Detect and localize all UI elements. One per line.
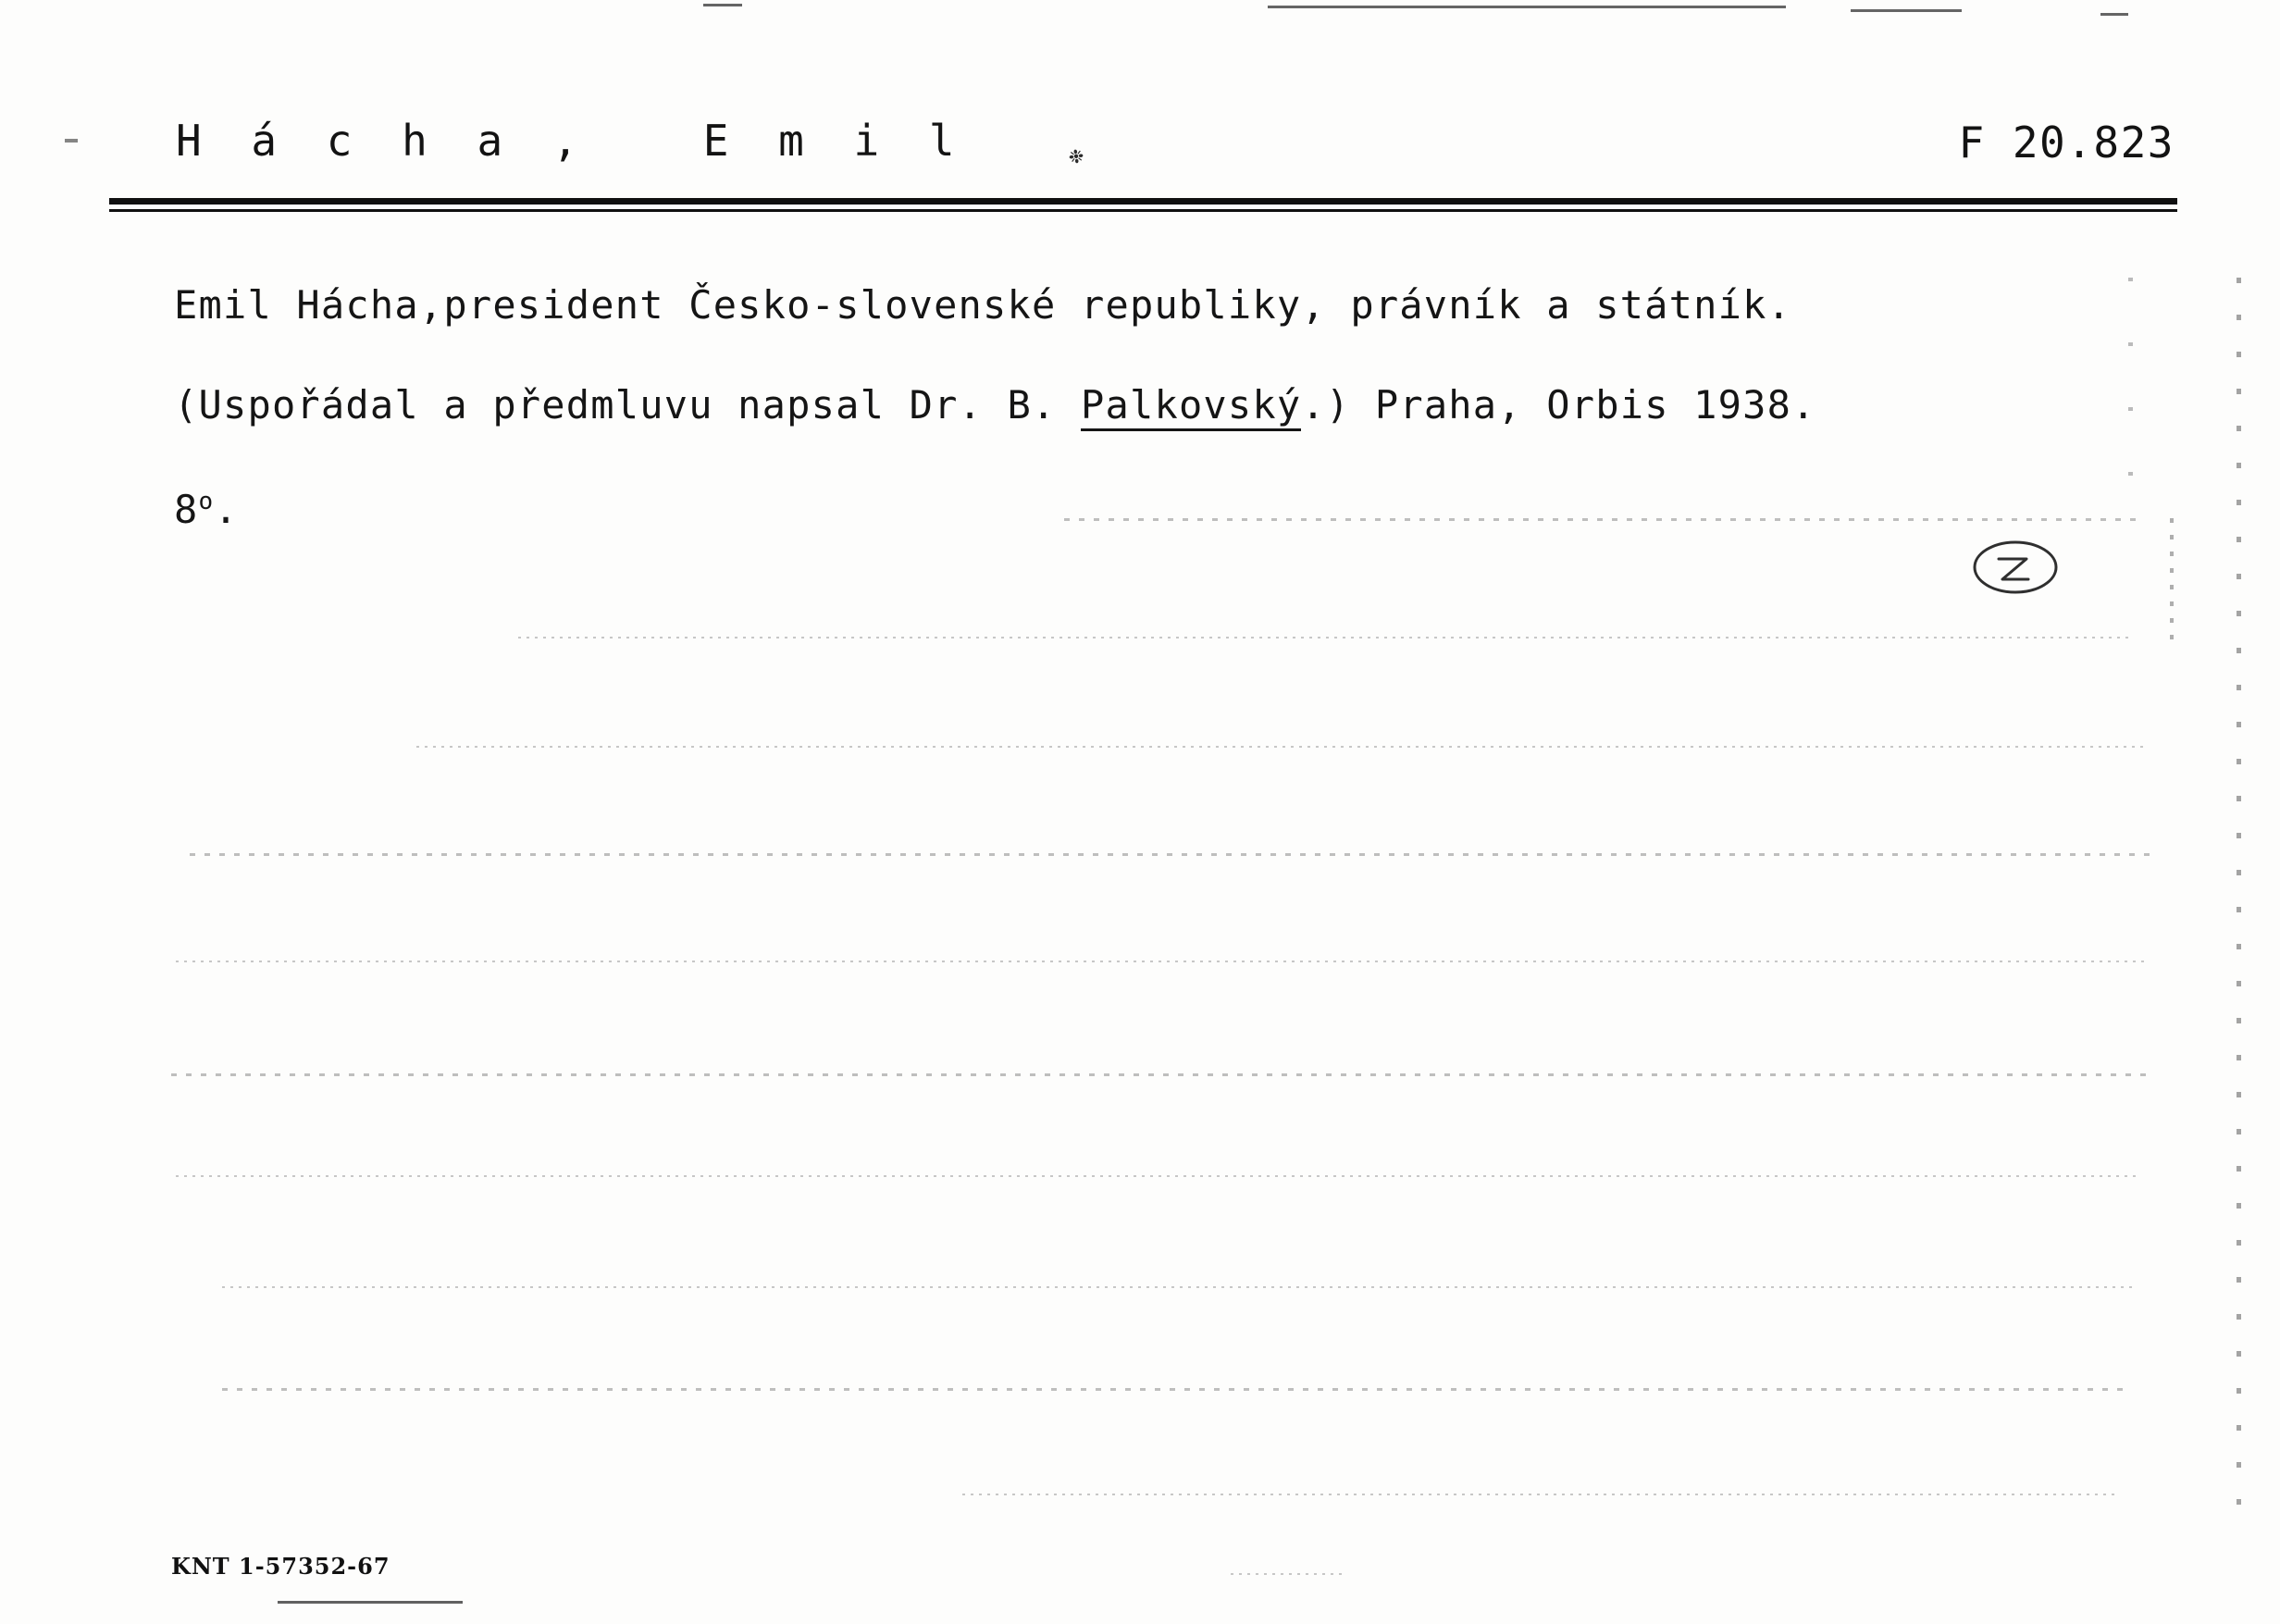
trim-mark-right (1851, 9, 1962, 12)
footer-rule (278, 1601, 463, 1604)
format-superscript: o (198, 488, 215, 515)
trim-mark-left (703, 4, 742, 6)
trim-mark-center (1268, 6, 1786, 8)
body-line-imprint (174, 355, 2126, 455)
printer-imprint-code: KNT 1-57352-67 (171, 1553, 390, 1580)
body-line-title: Emil Hácha,president Česko-slovenské republiky, právník a státník. (174, 282, 1792, 328)
header-rule-thin (109, 209, 2177, 212)
scan-speckle-left (65, 139, 78, 143)
body-line-format (174, 455, 2126, 556)
editor-name: Palkovský (1081, 382, 1301, 431)
format-suffix: . (214, 487, 239, 532)
circled-check-mark-icon (1969, 535, 2062, 600)
trim-mark-far-right (2100, 13, 2128, 16)
header-rule-thick (109, 198, 2177, 205)
card-header (111, 116, 2175, 180)
imprint-prefix: (Uspořádal a předmluvu napsal Dr. B. (174, 382, 1081, 428)
card-body (174, 255, 2126, 556)
call-number: F 20.823 (1958, 118, 2175, 167)
format-prefix: 8 (174, 487, 199, 532)
library-stamp-icon: ❉ (1066, 141, 1085, 170)
page-title: H á c h a , E m i l (176, 116, 967, 166)
imprint-suffix: .) Praha, Orbis 1938. (1301, 382, 1816, 428)
